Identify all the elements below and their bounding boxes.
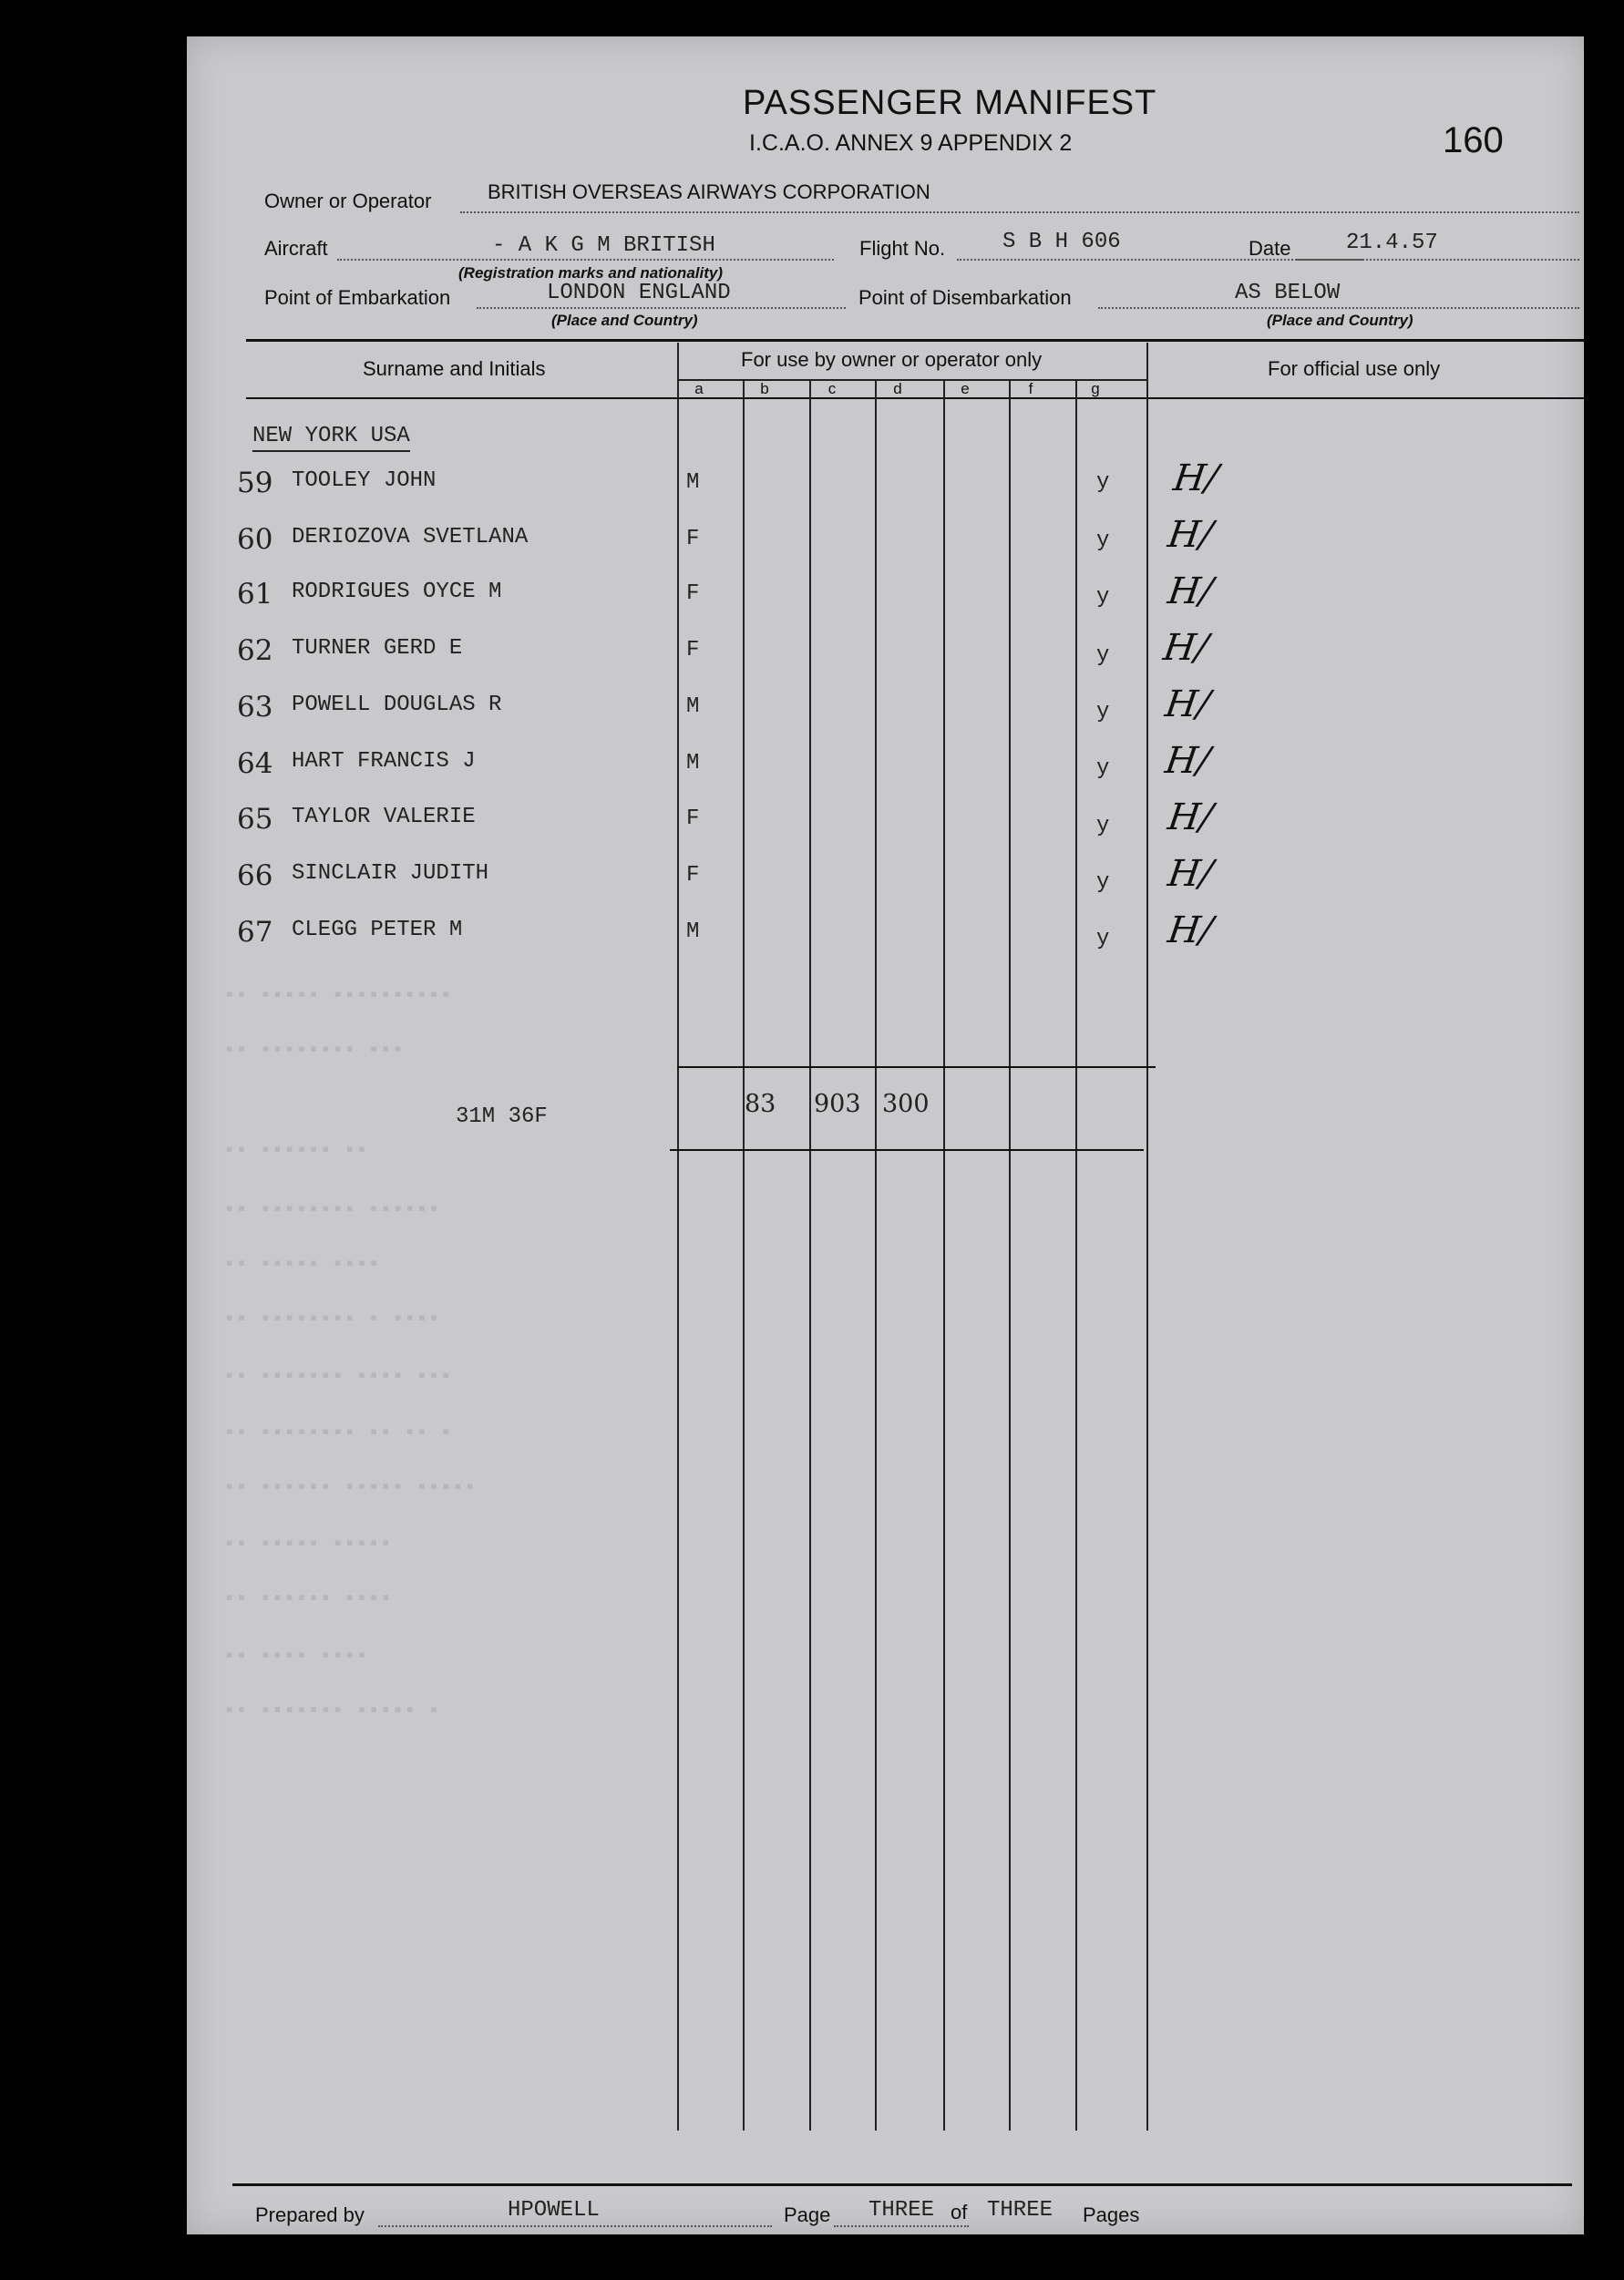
owner-dotted-line: [460, 211, 1579, 213]
embarkation-dotted-line: [477, 307, 846, 309]
passenger-name: DERIOZOVA SVETLANA: [292, 525, 529, 549]
disembarkation-note: (Place and Country): [1267, 312, 1413, 329]
of-value: THREE: [987, 2198, 1054, 2223]
subcol-d: d: [893, 380, 902, 397]
totals-top-rule: [677, 1066, 1156, 1068]
bleed-through-text: ▪▪ ▪▪▪▪ ▪▪▪▪: [223, 1645, 368, 1668]
bleed-through-text: ▪▪ ▪▪▪▪▪▪▪ ▪▪▪▪ ▪▪▪: [223, 1365, 452, 1388]
flight-value: S B H 606: [1002, 230, 1121, 254]
prepared-by-label: Prepared by: [255, 2203, 365, 2226]
bleed-through-text: ▪▪ ▪▪▪▪▪▪▪ ▪▪▪▪▪ ▪: [223, 1700, 440, 1722]
bleed-through-text: ▪▪ ▪▪▪▪▪▪▪▪ ▪▪ ▪▪ ▪: [223, 1422, 452, 1444]
official-mark: H/: [1160, 627, 1211, 669]
column-divider: [1075, 381, 1077, 2131]
official-mark: H/: [1170, 457, 1221, 499]
column-g-mark: y: [1096, 927, 1110, 951]
subcol-g: g: [1091, 380, 1100, 397]
column-g-mark: y: [1096, 814, 1110, 838]
passenger-name: SINCLAIR JUDITH: [292, 861, 489, 886]
column-divider: [1009, 381, 1011, 2131]
bleed-through-text: ▪▪ ▪▪▪▪▪▪ ▪▪: [223, 1139, 368, 1162]
totals-label: 31M 36F: [456, 1104, 548, 1129]
passenger-sex: F: [686, 806, 700, 831]
prepared-by-value: HPOWELL: [508, 2198, 600, 2223]
date-value: 21.4.57: [1346, 231, 1438, 255]
passenger-sex: F: [686, 527, 700, 551]
subcol-b: b: [760, 380, 769, 397]
aircraft-value: - A K G M BRITISH: [492, 233, 715, 258]
total-b: 83: [745, 1090, 776, 1118]
passenger-name: TURNER GERD E: [292, 636, 463, 661]
official-mark: H/: [1165, 796, 1216, 838]
column-divider: [875, 381, 877, 2131]
bleed-through-text: ▪▪ ▪▪▪▪▪ ▪▪▪▪▪: [223, 1533, 392, 1556]
owner-value: BRITISH OVERSEAS AIRWAYS CORPORATION: [488, 180, 930, 203]
official-use-column-header: For official use only: [1268, 357, 1441, 380]
page-dotted-line: [834, 2225, 969, 2227]
subcol-a: a: [694, 380, 704, 397]
bleed-through-text: ▪▪ ▪▪▪▪▪ ▪▪▪▪: [223, 1253, 380, 1276]
date-dotted-line: [1297, 259, 1579, 261]
official-mark: H/: [1165, 570, 1216, 612]
aircraft-label: Aircraft: [264, 237, 328, 260]
passenger-name: TAYLOR VALERIE: [292, 805, 476, 829]
passenger-sex: M: [686, 694, 700, 719]
column-divider: [943, 381, 945, 2131]
of-label: of: [951, 2201, 968, 2224]
official-mark: H/: [1165, 853, 1216, 895]
passenger-sex: F: [686, 863, 700, 888]
pages-label: Pages: [1083, 2203, 1140, 2226]
column-g-mark: y: [1096, 470, 1110, 495]
column-g-mark: y: [1096, 585, 1110, 610]
form-subtitle: I.C.A.O. ANNEX 9 APPENDIX 2: [749, 130, 1073, 156]
owner-label: Owner or Operator: [264, 190, 432, 212]
embarkation-note: (Place and Country): [551, 312, 698, 329]
totals-bottom-rule: [670, 1149, 1144, 1151]
row-number: 66: [237, 859, 273, 892]
disembarkation-value: AS BELOW: [1235, 281, 1341, 305]
page-value: THREE: [869, 2198, 935, 2223]
row-number: 64: [237, 747, 273, 780]
registration-note: (Registration marks and nationality): [458, 264, 723, 282]
column-divider: [677, 343, 679, 2131]
bleed-through-text: ▪▪ ▪▪▪▪▪ ▪▪▪▪▪▪▪▪▪▪: [223, 984, 452, 1007]
column-g-mark: y: [1096, 529, 1110, 553]
official-mark: H/: [1162, 740, 1213, 782]
total-d: 300: [882, 1090, 930, 1118]
official-mark: H/: [1165, 514, 1216, 556]
column-divider: [743, 381, 745, 2131]
surname-column-header: Surname and Initials: [363, 357, 546, 380]
manifest-page: [187, 36, 1584, 2234]
flight-label: Flight No.: [859, 237, 946, 260]
destination-heading: NEW YORK USA: [252, 424, 410, 452]
subcol-c: c: [827, 380, 837, 397]
embarkation-value: LONDON ENGLAND: [547, 281, 731, 305]
page-number: 160: [1443, 120, 1504, 160]
row-number: 59: [237, 467, 273, 499]
column-divider: [1146, 343, 1148, 2131]
subcol-e: e: [961, 380, 970, 397]
date-label: Date: [1249, 237, 1291, 260]
passenger-sex: M: [686, 919, 700, 944]
embarkation-label: Point of Embarkation: [264, 286, 451, 309]
passenger-name: HART FRANCIS J: [292, 749, 476, 774]
subcol-f: f: [1028, 380, 1033, 397]
total-c: 903: [814, 1090, 861, 1118]
table-top-rule: [246, 339, 1584, 342]
row-number: 60: [237, 523, 273, 556]
column-g-mark: y: [1096, 643, 1110, 668]
column-divider: [809, 381, 811, 2131]
bleed-through-text: ▪▪ ▪▪▪▪▪▪▪▪ ▪▪▪▪▪▪: [223, 1198, 440, 1221]
bleed-through-text: ▪▪ ▪▪▪▪▪▪ ▪▪▪▪▪ ▪▪▪▪▪: [223, 1476, 477, 1499]
disembarkation-label: Point of Disembarkation: [858, 286, 1072, 309]
passenger-name: TOOLEY JOHN: [292, 468, 437, 493]
passenger-sex: M: [686, 751, 700, 775]
column-g-mark: y: [1096, 870, 1110, 895]
page-label: Page: [784, 2203, 831, 2226]
passenger-sex: F: [686, 638, 700, 662]
form-title: PASSENGER MANIFEST: [743, 84, 1157, 122]
passenger-name: CLEGG PETER M: [292, 918, 463, 942]
official-mark: H/: [1162, 683, 1213, 725]
row-number: 63: [237, 691, 273, 724]
column-g-mark: y: [1096, 756, 1110, 781]
bleed-through-text: ▪▪ ▪▪▪▪▪▪ ▪▪▪▪: [223, 1587, 392, 1610]
row-number: 62: [237, 634, 273, 667]
owner-use-column-header: For use by owner or operator only: [741, 348, 1043, 371]
bleed-through-text: ▪▪ ▪▪▪▪▪▪▪▪ ▪ ▪▪▪▪: [223, 1308, 440, 1330]
passenger-sex: M: [686, 470, 700, 495]
passenger-name: RODRIGUES OYCE M: [292, 580, 502, 604]
row-number: 65: [237, 803, 273, 836]
official-mark: H/: [1165, 909, 1216, 951]
prepared-by-dotted-line: [378, 2225, 772, 2227]
passenger-sex: F: [686, 581, 700, 606]
bleed-through-text: ▪▪ ▪▪▪▪▪▪▪▪ ▪▪▪: [223, 1039, 405, 1062]
row-number: 67: [237, 916, 273, 949]
disembarkation-dotted-line: [1098, 307, 1579, 309]
column-g-mark: y: [1096, 700, 1110, 724]
footer-rule: [232, 2183, 1572, 2186]
passenger-name: POWELL DOUGLAS R: [292, 693, 502, 717]
row-number: 61: [237, 578, 273, 611]
aircraft-dotted-line: [337, 259, 834, 261]
